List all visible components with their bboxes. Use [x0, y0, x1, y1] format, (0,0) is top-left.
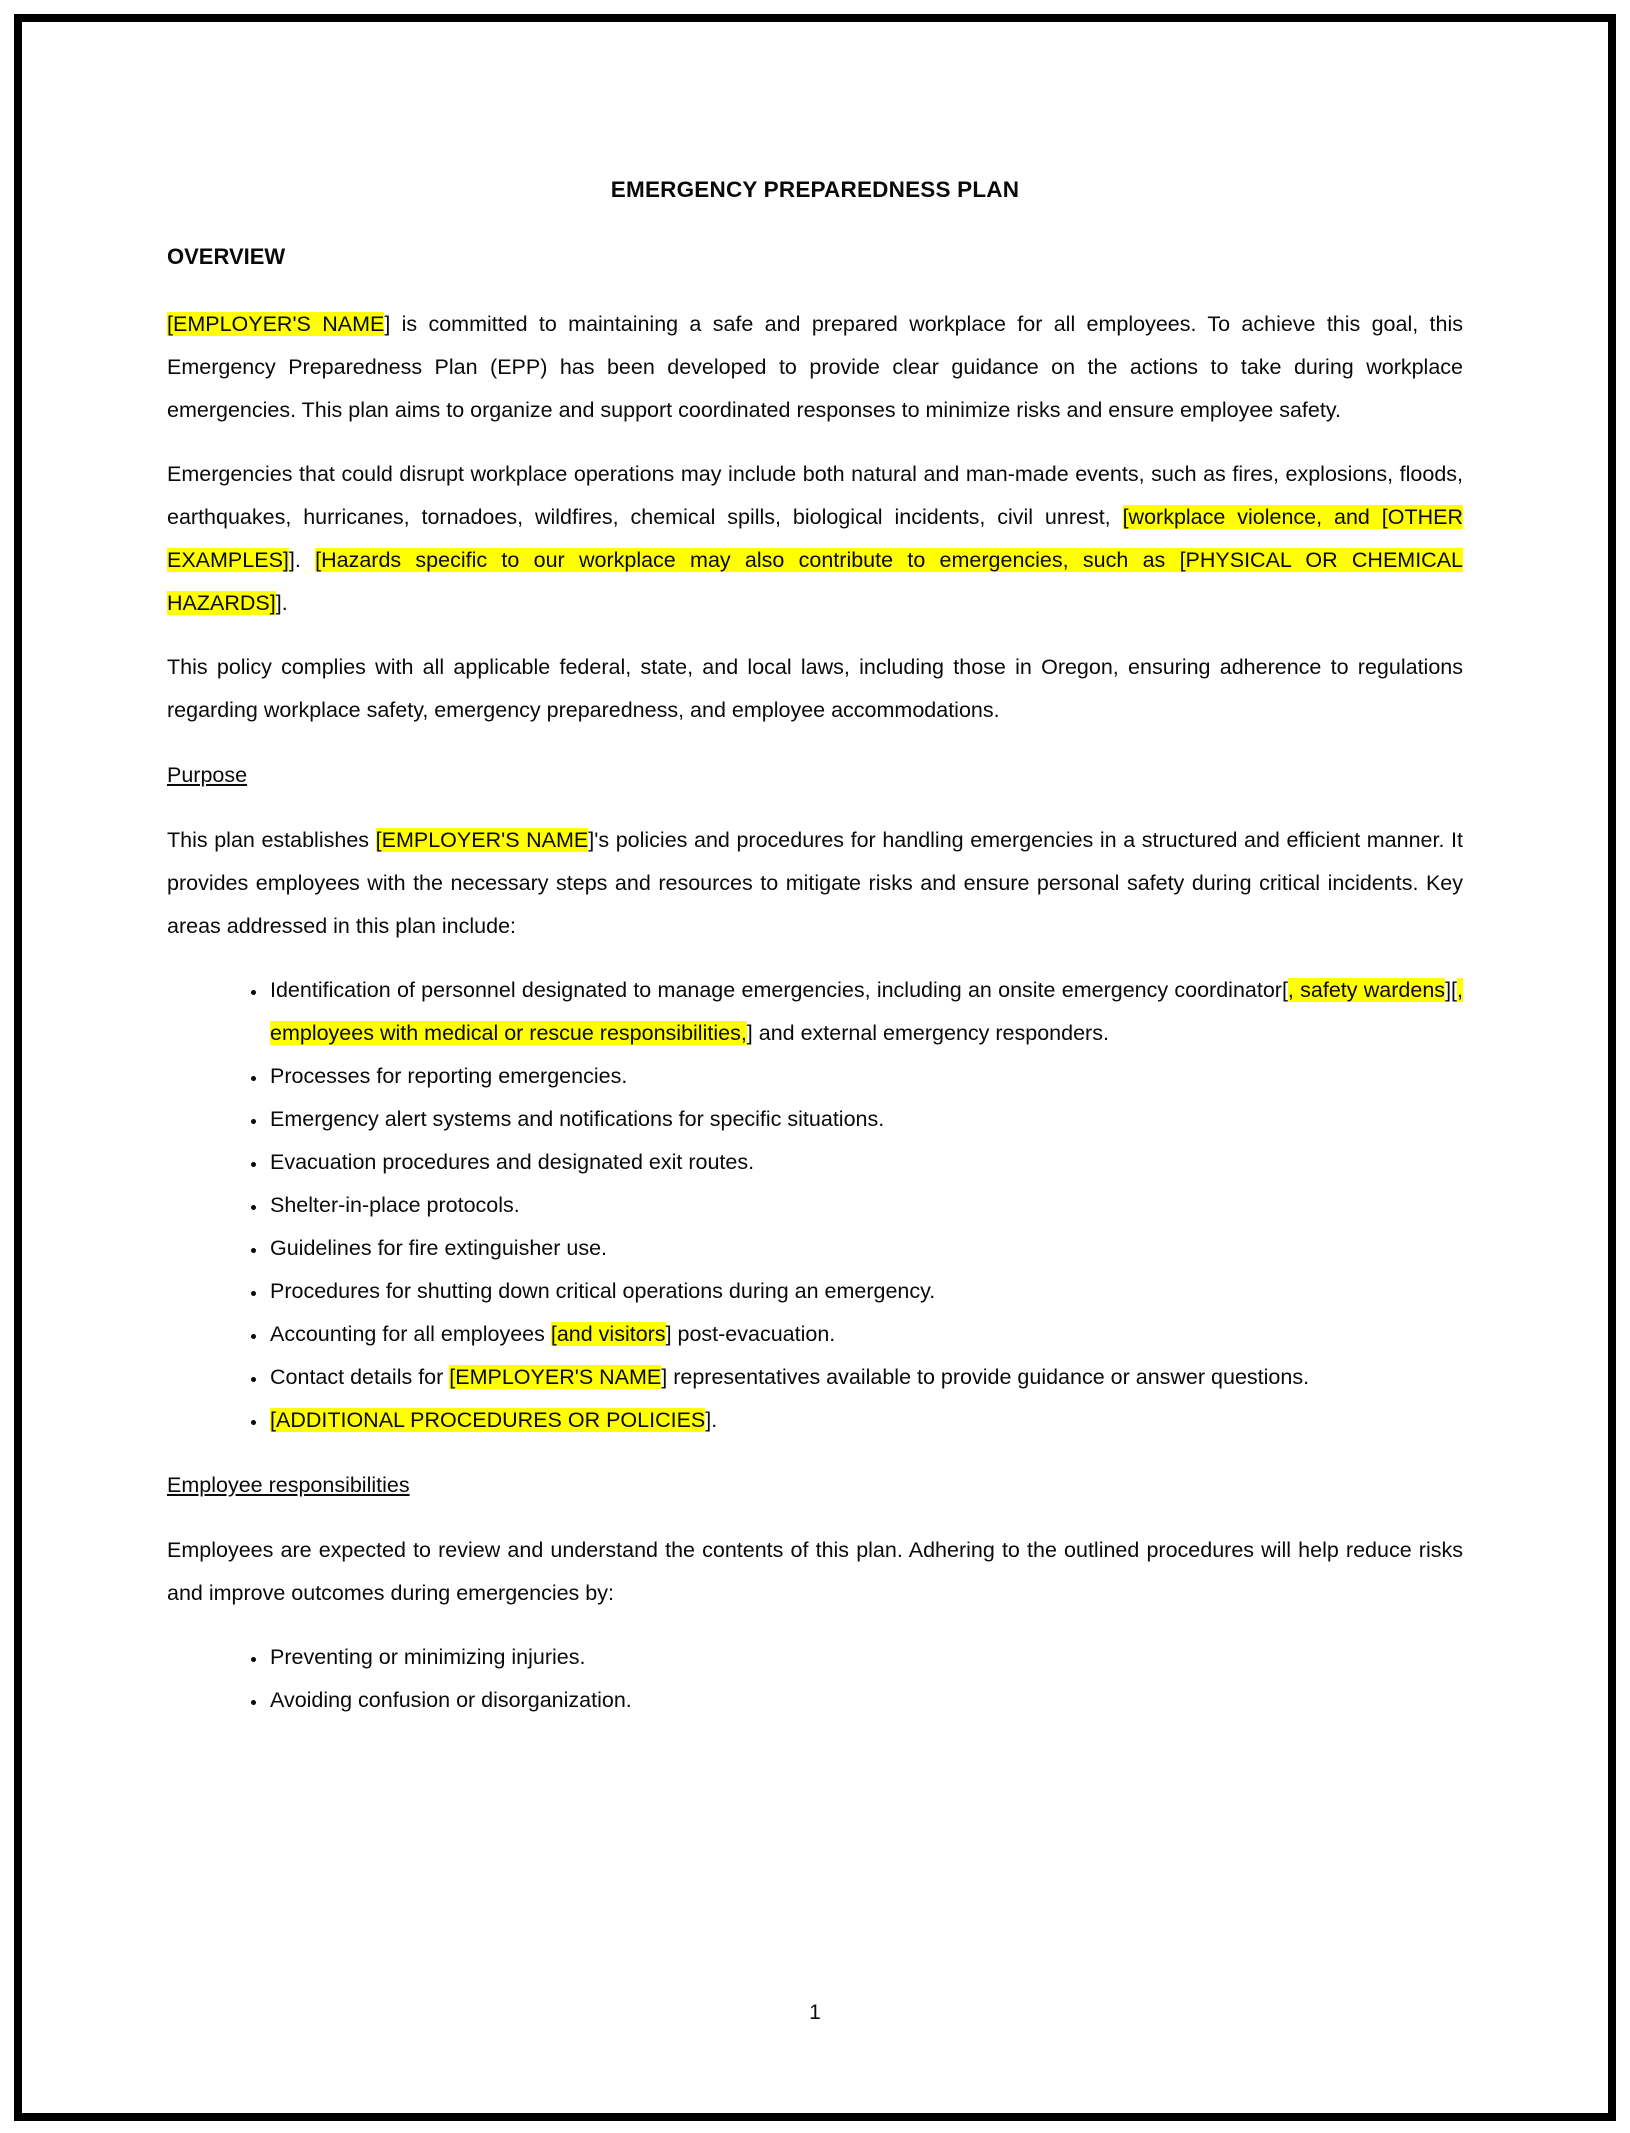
text-run: ] and external emergency responders. — [746, 1021, 1109, 1045]
paragraph — [167, 1529, 1463, 1615]
list-item — [268, 1356, 1463, 1399]
text-run: ]. — [275, 591, 288, 615]
highlighted-placeholder: , employees with medical or rescue responsibilities, — [270, 978, 1463, 1045]
list-item — [268, 1055, 1463, 1098]
highlighted-placeholder: [EMPLOYER'S NAME — [375, 828, 589, 852]
text-run: Preventing or minimizing injuries. — [270, 1645, 586, 1669]
page-content — [22, 22, 1608, 2113]
text-run: Evacuation procedures and designated exit routes. — [270, 1150, 755, 1174]
text-run: This policy complies with all applicable federal, state, and local laws, including those in Oregon, ensuring adherence to regulations regarding workplace safety, emergency preparedness, and employee accommodations. — [167, 655, 1463, 722]
text-run: Contact details for — [270, 1365, 450, 1389]
list-item — [268, 1399, 1463, 1442]
text-run: Emergencies that could disrupt workplace operations may include both natural and man-made events, such as fires, explosions, floods, earthquakes, hurricanes, tornadoes, wildfires, chemical spills, biological incidents, civil unrest, — [167, 462, 1463, 529]
list-item — [268, 1270, 1463, 1313]
list-item — [268, 1184, 1463, 1227]
page-number: 1 — [809, 2001, 821, 2024]
list-item — [268, 1141, 1463, 1184]
highlighted-placeholder: [Hazards specific to our workplace may also contribute to emergencies, such as [PHYSICAL OR CHEMICAL HAZARDS] — [167, 548, 1463, 615]
text-run: Purpose — [167, 763, 248, 787]
section-heading — [167, 235, 1463, 278]
text-run: ]'s policies and procedures for handling emergencies in a structured and efficient manner. It provides employees with the necessary steps and resources to mitigate risks and ensure personal safety during critical incidents. Key areas addressed in this plan include: — [167, 828, 1464, 938]
text-run: Employees are expected to review and understand the contents of this plan. Adhering to the outlined procedures will help reduce risks and improve outcomes during emergencies by: — [167, 1538, 1463, 1605]
list-item — [268, 1679, 1463, 1722]
text-run: Shelter-in-place protocols. — [270, 1193, 520, 1217]
highlighted-placeholder: , safety wardens — [1287, 978, 1446, 1002]
bullet-list — [167, 969, 1463, 1442]
text-run: ]. — [288, 548, 316, 572]
highlighted-placeholder: [and visitors — [550, 1322, 666, 1346]
text-run: ] is committed to maintaining a safe and prepared workplace for all employees. To achieve this goal, this Emergency Preparedness Plan (EPP) has been developed to provide clear guidance on the actions to take during workplace emergencies. This plan aims to organize and support coordinated responses to minimize risks and ensure employee safety. — [167, 312, 1463, 422]
list-item — [268, 1227, 1463, 1270]
text-run: ] post-evacuation. — [665, 1322, 836, 1346]
bullet-list — [167, 1636, 1463, 1722]
list-item — [268, 1313, 1463, 1356]
highlighted-placeholder: [workplace violence, and [OTHER EXAMPLES] — [167, 505, 1464, 572]
text-run: Identification of personnel designated to manage emergencies, including an onsite emergency coordinator[ — [270, 978, 1288, 1002]
paragraph — [167, 819, 1463, 948]
text-run: Processes for reporting emergencies. — [270, 1064, 628, 1088]
paragraph — [167, 303, 1463, 432]
text-run: OVERVIEW — [167, 244, 286, 269]
document-title: EMERGENCY PREPAREDNESS PLAN — [610, 177, 1020, 202]
section-heading — [167, 754, 1463, 797]
list-item — [268, 969, 1463, 1055]
text-run: Employee responsibilities — [167, 1473, 410, 1497]
text-run: Accounting for all employees — [270, 1322, 551, 1346]
paragraph — [167, 453, 1463, 625]
document-body — [167, 235, 1463, 1722]
paragraph — [167, 646, 1463, 732]
section-heading — [167, 1464, 1463, 1507]
text-run: Guidelines for fire extinguisher use. — [270, 1236, 608, 1260]
text-run: ]. — [705, 1408, 718, 1432]
text-run: ][ — [1445, 978, 1458, 1002]
text-run: Procedures for shutting down critical operations during an emergency. — [270, 1279, 936, 1303]
highlighted-placeholder: [EMPLOYER'S NAME — [167, 312, 385, 336]
text-run: Avoiding confusion or disorganization. — [270, 1688, 632, 1712]
text-run: Emergency alert systems and notifications for specific situations. — [270, 1107, 885, 1131]
text-run: This plan establishes — [167, 828, 376, 852]
highlighted-placeholder: [ADDITIONAL PROCEDURES OR POLICIES — [270, 1408, 706, 1432]
highlighted-placeholder: [EMPLOYER'S NAME — [449, 1365, 662, 1389]
list-item — [268, 1636, 1463, 1679]
list-item — [268, 1098, 1463, 1141]
text-run: ] representatives available to provide guidance or answer questions. — [661, 1365, 1310, 1389]
